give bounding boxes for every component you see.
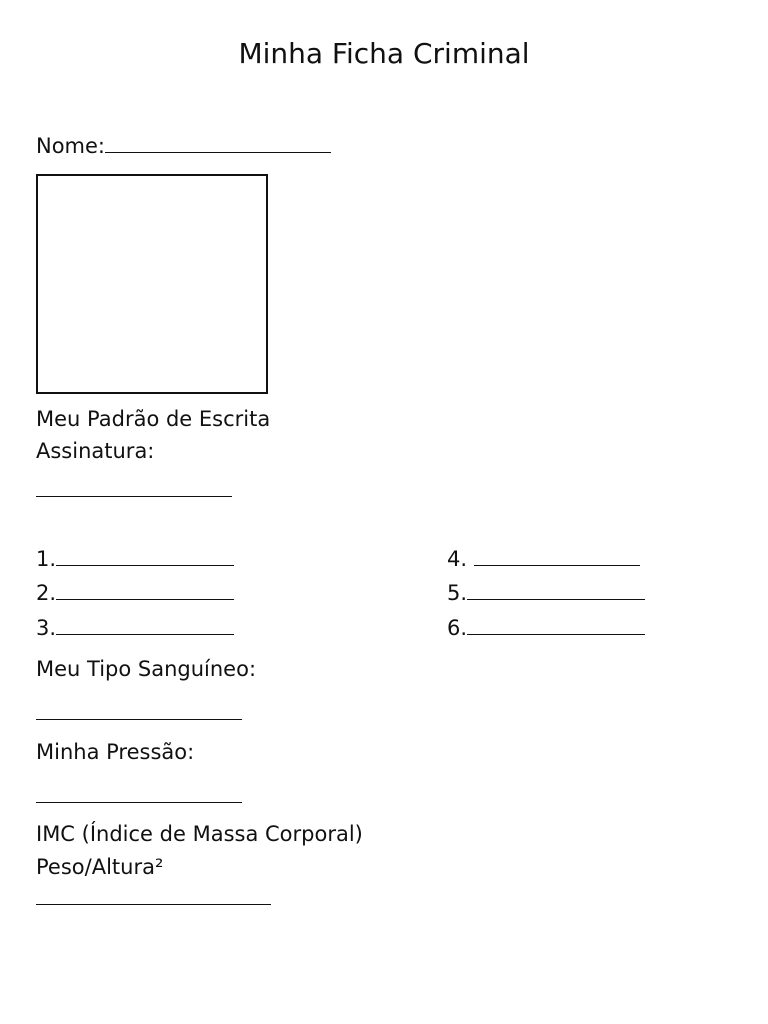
- numbered-item-3: [36, 612, 234, 643]
- numbered-item-blank[interactable]: [56, 577, 234, 600]
- numbered-item-label: 1.: [36, 547, 57, 571]
- numbered-item-blank[interactable]: [474, 543, 640, 566]
- numbered-item-2: [36, 577, 234, 608]
- page-title: Minha Ficha Criminal: [238, 37, 530, 70]
- imc-label: IMC (Índice de Massa Corporal): [36, 822, 363, 846]
- name-label: Nome:: [36, 134, 106, 158]
- blood-type-blank[interactable]: [36, 719, 242, 720]
- numbered-item-blank[interactable]: [56, 543, 234, 566]
- numbered-item-5: [447, 577, 645, 608]
- photo-box: [36, 174, 268, 394]
- signature-label: Assinatura:: [36, 439, 155, 463]
- numbered-item-4: [447, 543, 640, 574]
- signature-blank[interactable]: [36, 496, 232, 497]
- imc-formula: Peso/Altura²: [36, 855, 164, 879]
- numbered-item-1: [36, 543, 234, 574]
- numbered-item-label: 4.: [447, 547, 468, 571]
- handwriting-label: Meu Padrão de Escrita: [36, 407, 271, 431]
- numbered-item-blank[interactable]: [56, 612, 234, 635]
- pressure-blank[interactable]: [36, 802, 242, 803]
- numbered-item-blank[interactable]: [467, 612, 645, 635]
- numbered-item-label: 6.: [447, 616, 468, 640]
- numbered-item-6: [447, 612, 645, 643]
- numbered-item-label: 2.: [36, 581, 57, 605]
- numbered-item-blank[interactable]: [467, 577, 645, 600]
- numbered-item-label: 3.: [36, 616, 57, 640]
- pressure-label: Minha Pressão:: [36, 740, 195, 764]
- name-field: [36, 130, 331, 161]
- numbered-item-label: 5.: [447, 581, 468, 605]
- imc-blank[interactable]: [36, 904, 271, 905]
- blood-type-label: Meu Tipo Sanguíneo:: [36, 657, 257, 681]
- name-blank[interactable]: [105, 130, 331, 153]
